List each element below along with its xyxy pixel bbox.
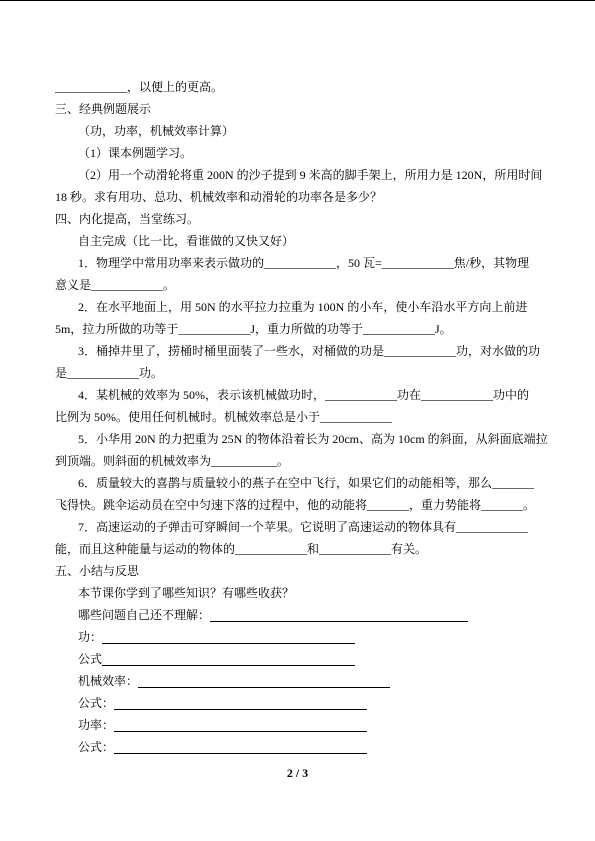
reflection-row-efficiency-formula (0, 692, 595, 714)
section-heading-practice: 四、内化提高，当堂练习。 (55, 212, 200, 226)
worksheet-content (0, 76, 595, 758)
reflection-label: 公式 (78, 652, 103, 666)
question-4-line-2: 比例为 50%。使用任何机械时。机械效率总是小于____________ (55, 410, 392, 424)
example-topic-note: （功，功率，机械效率计算） (78, 124, 235, 138)
reflection-row-work-formula (0, 648, 595, 670)
example-2-text-line-2: 18 秒。求有用功、总功、机械效率和动滑轮的功率各是多少？ (55, 190, 383, 204)
example-2-text-line-1: （2）用一个动滑轮将重 200N 的沙子提到 9 米高的脚手架上，所用力是 120N，所用时间 (78, 168, 543, 182)
reflection-row-power (0, 714, 595, 736)
answer-line (102, 653, 355, 666)
section-heading-summary: 五、小结与反思 (55, 564, 140, 578)
question-7-line-1: 7．高速运动的子弹击可穿瞬间一个苹果。它说明了高速运动的物体具有____________ (78, 520, 529, 534)
answer-line (102, 631, 355, 644)
reflection-label: 公式： (78, 696, 115, 710)
reflection-label: 机械效率： (78, 674, 139, 688)
section-heading-classic-examples: 三、经典例题展示 (55, 102, 152, 116)
top-rule (0, 0, 595, 1)
question-5-line-1: 5．小华用 20N 的力把重为 25N 的物体沿着长为 20cm、高为 10cm 的斜面，从斜面底端拉 (78, 432, 548, 446)
reflection-label: 功率： (78, 718, 115, 732)
answer-line (210, 609, 468, 622)
reflection-row-not-understood (0, 604, 595, 626)
question-4-line-1: 4．某机械的效率为 50%，表示该机械做功时，____________功在____________功中的 (78, 388, 529, 402)
question-5-line-2: 到顶端。则斜面的机械效率为___________。 (55, 454, 290, 468)
example-1-text: （1）课本例题学习。 (78, 146, 193, 160)
summary-prompt: 本节课你学到了哪些知识？有哪些收获？ (78, 586, 295, 600)
answer-line (138, 675, 390, 688)
answer-line (114, 697, 367, 710)
reflection-label: 哪些问题自己还不理解： (78, 608, 211, 622)
practice-instructions: 自主完成（比一比，看谁做的又快又好） (78, 234, 295, 248)
reflection-row-work (0, 626, 595, 648)
reflection-label: 功： (78, 630, 103, 644)
reflection-row-efficiency (0, 670, 595, 692)
question-3-line-1: 3．桶掉井里了，捞桶时桶里面装了一些水，对桶做的功是____________功，对水做的功 (78, 344, 541, 358)
question-6-line-2: 飞得快。跳伞运动员在空中匀速下落的过程中，他的动能将_______，重力势能将_______。 (55, 498, 536, 512)
question-3-line-2: 是____________功。 (55, 366, 164, 380)
answer-line (114, 741, 367, 754)
reflection-row-power-formula (0, 736, 595, 758)
continued-fill-in-text: ____________，以便上的更高。 (55, 80, 224, 94)
page-number: 2 / 3 (286, 766, 309, 780)
question-1-line-1: 1．物理学中常用功率来表示做功的____________，50 瓦=____________焦/秒，其物理 (78, 256, 530, 270)
answer-line (114, 719, 367, 732)
reflection-label: 公式： (78, 740, 115, 754)
question-1-line-2: 意义是____________。 (55, 278, 176, 292)
question-2-line-2: 5m，拉力所做的功等于____________J，重力所做的功等于____________J。 (55, 322, 452, 336)
question-2-line-1: 2．在水平地面上，用 50N 的水平拉力拉重为 100N 的小车，使小车沿水平方向上前进 (78, 300, 528, 314)
question-6-line-1: 6．质量较大的喜鹊与质量较小的燕子在空中飞行，如果它们的动能相等，那么_______ (78, 476, 535, 490)
question-7-line-2: 能，而且这种能量与运动的物体的____________和____________有关。 (55, 542, 428, 556)
